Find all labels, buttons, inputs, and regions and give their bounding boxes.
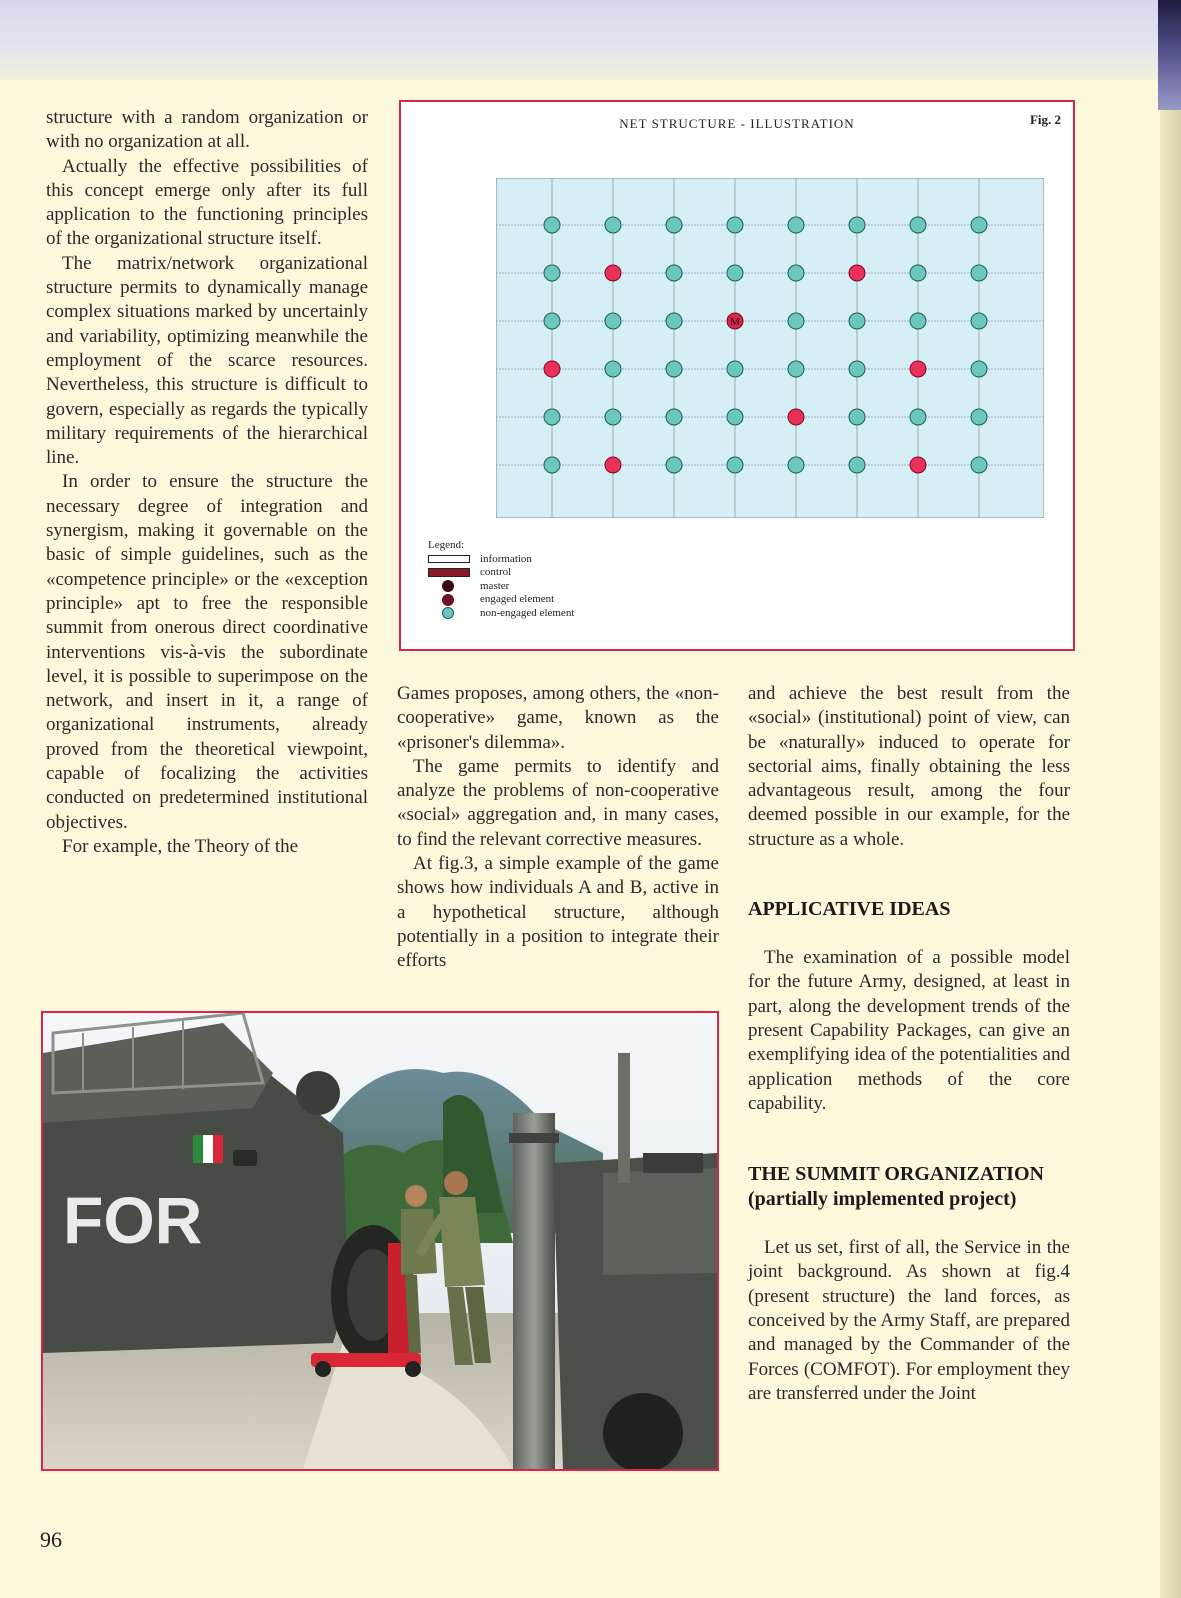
legend-label: engaged element <box>480 593 555 605</box>
node-non-engaged <box>788 217 804 233</box>
node-non-engaged <box>910 313 926 329</box>
node-non-engaged <box>544 313 560 329</box>
node-non-engaged <box>849 361 865 377</box>
node-non-engaged <box>788 457 804 473</box>
paragraph: For example, the Theory of the <box>62 835 299 857</box>
text-column-right <box>748 682 1070 1406</box>
node-non-engaged <box>727 409 743 425</box>
node-non-engaged <box>788 313 804 329</box>
section-heading-applicative-ideas: APPLICATIVE IDEAS <box>748 898 951 921</box>
node-non-engaged <box>849 457 865 473</box>
figure-legend <box>428 539 574 620</box>
page-top-band <box>0 0 1181 80</box>
node-non-engaged <box>788 361 804 377</box>
node-non-engaged <box>666 409 682 425</box>
engaged-dot-icon <box>442 594 454 606</box>
node-non-engaged <box>605 217 621 233</box>
node-non-engaged <box>544 217 560 233</box>
node-engaged <box>544 361 560 377</box>
figure-title: NET STRUCTURE - ILLUSTRATION <box>619 116 855 131</box>
node-non-engaged <box>727 217 743 233</box>
photo-soldiers-vehicle <box>41 1011 719 1471</box>
node-non-engaged <box>910 265 926 281</box>
node-non-engaged <box>544 409 560 425</box>
node-engaged <box>605 457 621 473</box>
node-non-engaged <box>605 409 621 425</box>
legend-item-master <box>428 580 574 594</box>
node-engaged <box>910 361 926 377</box>
paragraph: The game permits to identify and analyze the problems of non-cooperative «social» aggregation and, in many cases, to find the relevant corrective measures. <box>397 755 719 850</box>
text-column-middle <box>397 682 719 974</box>
legend-label: master <box>480 579 510 592</box>
node-non-engaged <box>727 457 743 473</box>
legend-item-engaged <box>428 593 574 607</box>
node-non-engaged <box>971 265 987 281</box>
paragraph: and achieve the best result from the «social» (institutional) point of view, can be «naturally» induced to operate for sectorial aims, finally obtaining the less advantageous result, among the four deemed possible in our example, for the structure as a whole. <box>748 683 1070 850</box>
node-non-engaged <box>666 217 682 233</box>
non-engaged-dot-icon <box>442 607 454 619</box>
grid-background <box>496 178 1044 518</box>
page-number: 96 <box>40 1527 62 1552</box>
node-non-engaged <box>666 313 682 329</box>
node-non-engaged <box>849 409 865 425</box>
photo-illustration <box>43 1013 717 1469</box>
node-non-engaged <box>910 217 926 233</box>
node-non-engaged <box>605 361 621 377</box>
node-engaged <box>910 457 926 473</box>
figure-net-structure <box>399 100 1075 651</box>
text-column-left <box>46 106 368 859</box>
node-non-engaged <box>971 457 987 473</box>
node-engaged <box>605 265 621 281</box>
master-node-label: M <box>730 316 740 328</box>
node-non-engaged <box>605 313 621 329</box>
legend-label: non-engaged element <box>480 606 575 619</box>
paragraph: Let us set, first of all, the Service in the joint background. As shown at fig.4 (present structure) the land forces, as conceived by the Army Staff, are prepared and managed by the Commander of the Forces (COMFOT). For employment they are transferred under the Joint <box>748 1237 1070 1404</box>
node-non-engaged <box>666 457 682 473</box>
paragraph: structure with a random organization or with no organization at all. <box>46 107 368 153</box>
legend-label: control <box>480 566 512 578</box>
legend-item-information <box>428 553 574 567</box>
node-non-engaged <box>910 409 926 425</box>
net-structure-grid <box>496 178 1044 518</box>
legend-label: information <box>480 552 532 565</box>
legend-title: Legend: <box>428 539 465 551</box>
vehicle-marking: FOR <box>63 1183 203 1257</box>
paragraph: In order to ensure the structure the necessary degree of integration and synergism, making it governable on the basic of simple guidelines, such as the «competence principle» or the «exception principle» apt to free the responsible summit from onerous direct coordinative interventions vis-à-vis the subordinate level, it is possible to superimpose on the network, and insert in it, a range of organizational instruments, already proved from the theoretical viewpoint, capable of focalizing the activities conducted on predetermined institutional objectives. <box>46 471 368 833</box>
node-non-engaged <box>971 217 987 233</box>
page-right-edge <box>1160 0 1181 1598</box>
legend-item-control <box>428 566 574 580</box>
information-swatch-icon <box>428 555 470 563</box>
node-non-engaged <box>971 409 987 425</box>
paragraph: Games proposes, among others, the «non-cooperative» game, known as the «prisoner's dilemma». <box>397 683 719 753</box>
node-non-engaged <box>788 265 804 281</box>
paragraph: The examination of a possible model for the future Army, designed, at least in part, along the development trends of the present Capability Packages, can give an exemplifying idea of the potentialities and application methods of the core capability. <box>748 947 1070 1114</box>
node-non-engaged <box>971 361 987 377</box>
paragraph: Actually the effective possibilities of this concept emerge only after its full application to the functioning principles of the organizational structure itself. <box>46 155 368 250</box>
section-heading-summit-organization: THE SUMMIT ORGANIZATION (partially implemented project) <box>748 1163 1044 1211</box>
node-non-engaged <box>544 265 560 281</box>
node-non-engaged <box>849 313 865 329</box>
master-dot-icon <box>442 580 454 592</box>
page-corner-shadow <box>1158 0 1181 110</box>
paragraph: The matrix/network organizational structure permits to dynamically manage complex situations marked by uncertainly and variability, optimizing meanwhile the employment of the scarce resources. Nevertheless, this structure is difficult to govern, especially as regards the typically military requirements of the hierarchical line. <box>46 252 368 469</box>
node-engaged <box>849 265 865 281</box>
node-engaged <box>788 409 804 425</box>
control-swatch-icon <box>428 568 470 577</box>
node-non-engaged <box>666 265 682 281</box>
node-non-engaged <box>971 313 987 329</box>
node-non-engaged <box>727 361 743 377</box>
node-non-engaged <box>666 361 682 377</box>
paragraph: At fig.3, a simple example of the game shows how individuals A and B, active in a hypothetical structure, although potentially in a position to integrate their efforts <box>397 853 719 972</box>
legend-item-non-engaged <box>428 607 574 621</box>
node-non-engaged <box>849 217 865 233</box>
figure-number: Fig. 2 <box>1029 112 1061 127</box>
node-non-engaged <box>544 457 560 473</box>
node-non-engaged <box>727 265 743 281</box>
